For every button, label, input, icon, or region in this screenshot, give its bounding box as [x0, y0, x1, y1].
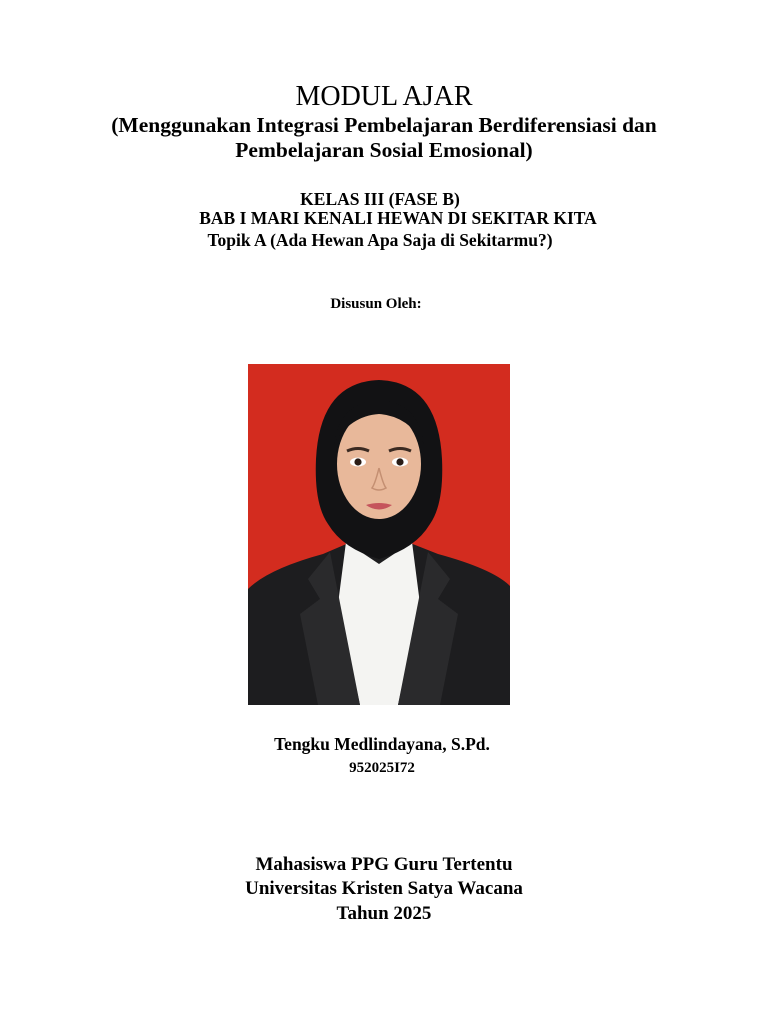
document-subtitle-line-1: (Menggunakan Integrasi Pembelajaran Berdiferensiasi dan [111, 113, 657, 137]
document-subtitle-line-2: Pembelajaran Sosial Emosional) [235, 138, 533, 162]
program-line: Mahasiswa PPG Guru Tertentu [255, 854, 513, 875]
topic-heading: Topik A (Ada Hewan Apa Saja di Sekitarmu?) [207, 230, 553, 250]
compiled-by-label: Disusun Oleh: [330, 296, 422, 312]
university-line: Universitas Kristen Satya Wacana [245, 878, 523, 899]
author-id-number: 952025I72 [349, 760, 415, 776]
author-name: Tengku Medlindayana, S.Pd. [274, 734, 490, 754]
author-portrait-illustration [248, 364, 510, 705]
chapter-heading: BAB I MARI KENALI HEWAN DI SEKITAR KITA [199, 208, 597, 228]
document-title: MODUL AJAR [295, 81, 473, 112]
year-line: Tahun 2025 [336, 903, 432, 924]
author-photo [248, 364, 510, 705]
class-phase-heading: KELAS III (FASE B) [300, 189, 460, 209]
